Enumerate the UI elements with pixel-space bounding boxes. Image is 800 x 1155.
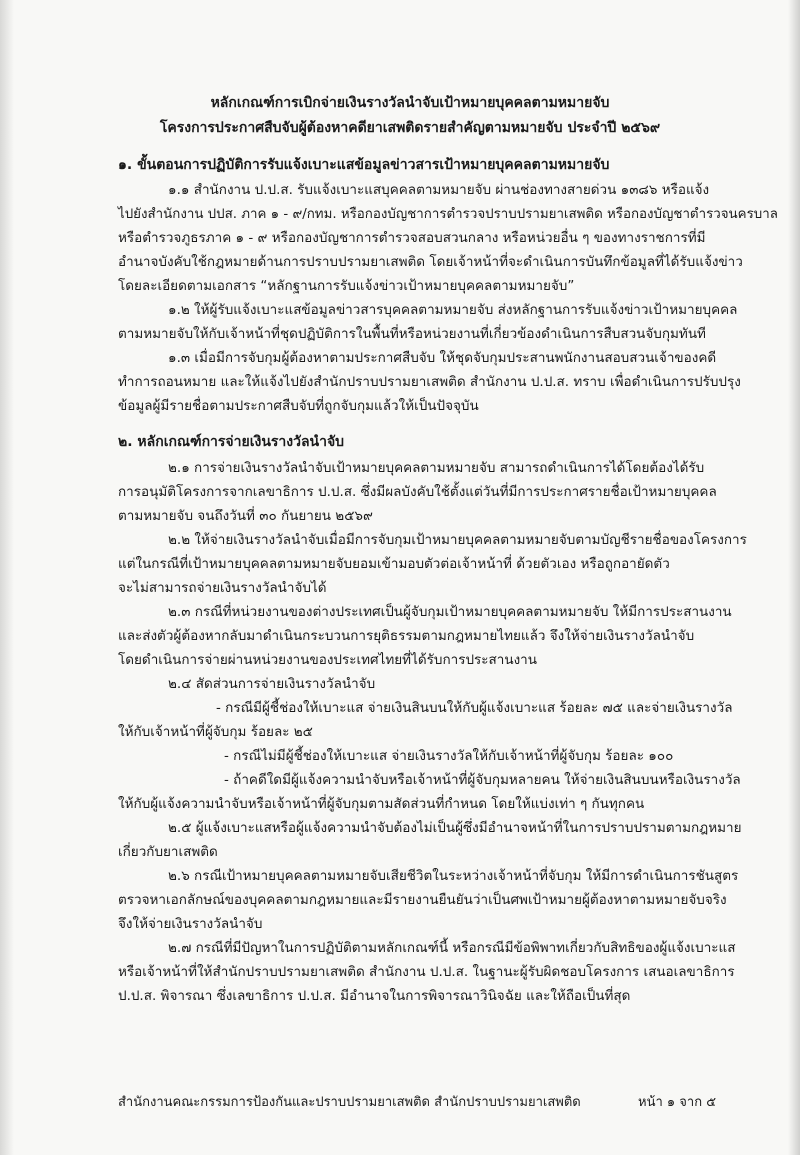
paragraph-line: ๒.๑ การจ่ายเงินรางวัลนำจับเป้าหมายบุคคลตามหมายจับ สามารถดำเนินการได้โดยต้องได้รับ [168, 460, 705, 476]
paragraph-line: และส่งตัวผู้ต้องหากลับมาดำเนินกระบวนการยุติธรรมตามกฎหมายไทยแล้ว จึงให้จ่ายเงินรางวัลนำจับ [118, 628, 695, 644]
paragraph-line: ป.ป.ส. พิจารณา ซึ่งเลขาธิการ ป.ป.ส. มีอำนาจในการพิจารณาวินิจฉัย และให้ถือเป็นที่สุด [118, 988, 631, 1004]
paragraph-line: อำนาจบังคับใช้กฎหมายด้านการปราบปรามยาเสพติด โดยเจ้าหน้าที่จะดำเนินการบันทึกข้อมูลที่ได้รับแจ้งข่าว [118, 254, 743, 270]
paragraph-line: ตามหมายจับ จนถึงวันที่ ๓๐ กันยายน ๒๕๖๙ [118, 508, 373, 524]
paragraph-line: แต่ในกรณีที่เป้าหมายบุคคลตามหมายจับยอมเข้ามอบตัวต่อเจ้าหน้าที่ ด้วยตัวเอง หรือถูกอายัดตัว [118, 556, 670, 572]
paragraph-line: ให้กับเจ้าหน้าที่ผู้จับกุม ร้อยละ ๒๕ [118, 724, 313, 740]
footer-office: สำนักงานคณะกรรมการป้องกันและปราบปรามยาเสพติด สำนักปราบปรามยาเสพติด [118, 1095, 581, 1110]
document-subtitle: โครงการประกาศสืบจับผู้ต้องหาคดียาเสพติดรายสำคัญตามหมายจับ ประจำปี ๒๕๖๙ [159, 120, 661, 136]
paragraph-line: ๒.๖ กรณีเป้าหมายบุคคลตามหมายจับเสียชีวิตในระหว่างเจ้าหน้าที่จับกุม ให้มีการดำเนินการชันสูตร [168, 868, 739, 884]
paragraph-line: ๑.๒ ให้ผู้รับแจ้งเบาะแสข้อมูลข่าวสารบุคคลตามหมายจับ ส่งหลักฐานการรับแจ้งข่าวเป้าหมายบุคคล [168, 302, 738, 318]
paragraph-line: ไปยังสำนักงาน ปปส. ภาค ๑ - ๙/กทม. หรือกองบัญชาการตำรวจปราบปรามยาเสพติด หรือกองบัญชาตำรวจนครบาล [118, 206, 778, 222]
scan-edge-right [788, 0, 800, 1155]
paragraph-line: ๒.๔ สัดส่วนการจ่ายเงินรางวัลนำจับ [168, 676, 376, 692]
paragraph-line: ๒.๒ ให้จ่ายเงินรางวัลนำจับเมื่อมีการจับกุมเป้าหมายบุคคลตามหมายจับตามบัญชีรายชื่อของโครงการ [168, 532, 747, 548]
bullet-line: - กรณีไม่มีผู้ชี้ช่องให้เบาะแส จ่ายเงินรางวัลให้กับเจ้าหน้าที่ผู้จับกุม ร้อยละ ๑๐๐ [224, 748, 674, 764]
document-title: หลักเกณฑ์การเบิกจ่ายเงินรางวัลนำจับเป้าหมายบุคคลตามหมายจับ [210, 95, 610, 111]
paragraph-line: ตรวจหาเอกลักษณ์ของบุคคลตามกฎหมายและมีรายงานยืนยันว่าเป็นศพเป้าหมายผู้ต้องหาตามหมายจับจริง [118, 892, 727, 908]
paragraph-line: จะไม่สามารถจ่ายเงินรางวัลนำจับได้ [118, 580, 327, 596]
paragraph-line: จึงให้จ่ายเงินรางวัลนำจับ [118, 916, 263, 932]
section-2-heading: ๒. หลักเกณฑ์การจ่ายเงินรางวัลนำจับ [118, 434, 345, 450]
paragraph-line: ตามหมายจับให้กับเจ้าหน้าที่ชุดปฏิบัติการในพื้นที่หรือหน่วยงานที่เกี่ยวข้องดำเนินการสืบสวนจับกุมทันที [118, 326, 706, 342]
paragraph-line: ให้กับผู้แจ้งความนำจับหรือเจ้าหน้าที่ผู้จับกุมตามสัดส่วนที่กำหนด โดยให้แบ่งเท่า ๆ กันทุกคน [118, 796, 645, 812]
paragraph-line: ข้อมูลผู้มีรายชื่อตามประกาศสืบจับที่ถูกจับกุมแล้วให้เป็นปัจจุบัน [118, 398, 479, 414]
page-number: หน้า ๑ จาก ๕ [638, 1095, 717, 1110]
paragraph-line: ทำการถอนหมาย และให้แจ้งไปยังสำนักปราบปรามยาเสพติด สำนักงาน ป.ป.ส. ทราบ เพื่อดำเนินการปรับปรุง [118, 374, 741, 390]
paragraph-line: ๑.๑ สำนักงาน ป.ป.ส. รับแจ้งเบาะแสบุคคลตามหมายจับ ผ่านช่องทางสายด่วน ๑๓๘๖ หรือแจ้ง [168, 182, 710, 198]
paragraph-line: หรือตำรวจภูธรภาค ๑ - ๙ หรือกองบัญชาการตำรวจสอบสวนกลาง หรือหน่วยอื่น ๆ ของทางราชการที่มี [118, 230, 706, 246]
paragraph-line: โดยละเอียดตามเอกสาร “หลักฐานการรับแจ้งข่าวเป้าหมายบุคคลตามหมายจับ” [118, 278, 575, 294]
paragraph-line: โดยดำเนินการจ่ายผ่านหน่วยงานของประเทศไทยที่ได้รับการประสานงาน [118, 652, 537, 668]
paragraph-line: ๒.๗ กรณีที่มีปัญหาในการปฏิบัติตามหลักเกณฑ์นี้ หรือกรณีมีข้อพิพาทเกี่ยวกับสิทธิของผู้แจ้งเบาะแส [168, 940, 736, 956]
paragraph-line: การอนุมัติโครงการจากเลขาธิการ ป.ป.ส. ซึ่งมีผลบังคับใช้ตั้งแต่วันที่มีการประกาศรายชื่อเป้าหมายบุคคล [118, 484, 717, 500]
paragraph-line: ๒.๕ ผู้แจ้งเบาะแสหรือผู้แจ้งความนำจับต้องไม่เป็นผู้ซึ่งมีอำนาจหน้าที่ในการปราบปรามตามกฎหมาย [168, 820, 742, 836]
bullet-line: - ถ้าคดีใดมีผู้แจ้งความนำจับหรือเจ้าหน้าที่ผู้จับกุมหลายคน ให้จ่ายเงินสินบนหรือเงินรางวัล [224, 772, 741, 788]
scan-edge-left [0, 0, 14, 1155]
paragraph-line: หรือเจ้าหน้าที่ให้สำนักปราบปรามยาเสพติด สำนักงาน ป.ป.ส. ในฐานะผู้รับผิดชอบโครงการ เสนอเลขาธิการ [118, 964, 735, 980]
paragraph-line: ๑.๓ เมื่อมีการจับกุมผู้ต้องหาตามประกาศสืบจับ ให้ชุดจับกุมประสานพนักงานสอบสวนเจ้าของคดี [168, 350, 717, 366]
section-1-heading: ๑. ขั้นตอนการปฏิบัติการรับแจ้งเบาะแสข้อมูลข่าวสารเป้าหมายบุคคลตามหมายจับ [118, 157, 610, 173]
paragraph-line: เกี่ยวกับยาเสพติด [118, 844, 218, 860]
bullet-line: - กรณีมีผู้ชี้ช่องให้เบาะแส จ่ายเงินสินบนให้กับผู้แจ้งเบาะแส ร้อยละ ๗๕ และจ่ายเงินรางวัล [216, 700, 733, 716]
paragraph-line: ๒.๓ กรณีที่หน่วยงานของต่างประเทศเป็นผู้จับกุมเป้าหมายบุคคลตามหมายจับ ให้มีการประสานงาน [168, 604, 732, 620]
